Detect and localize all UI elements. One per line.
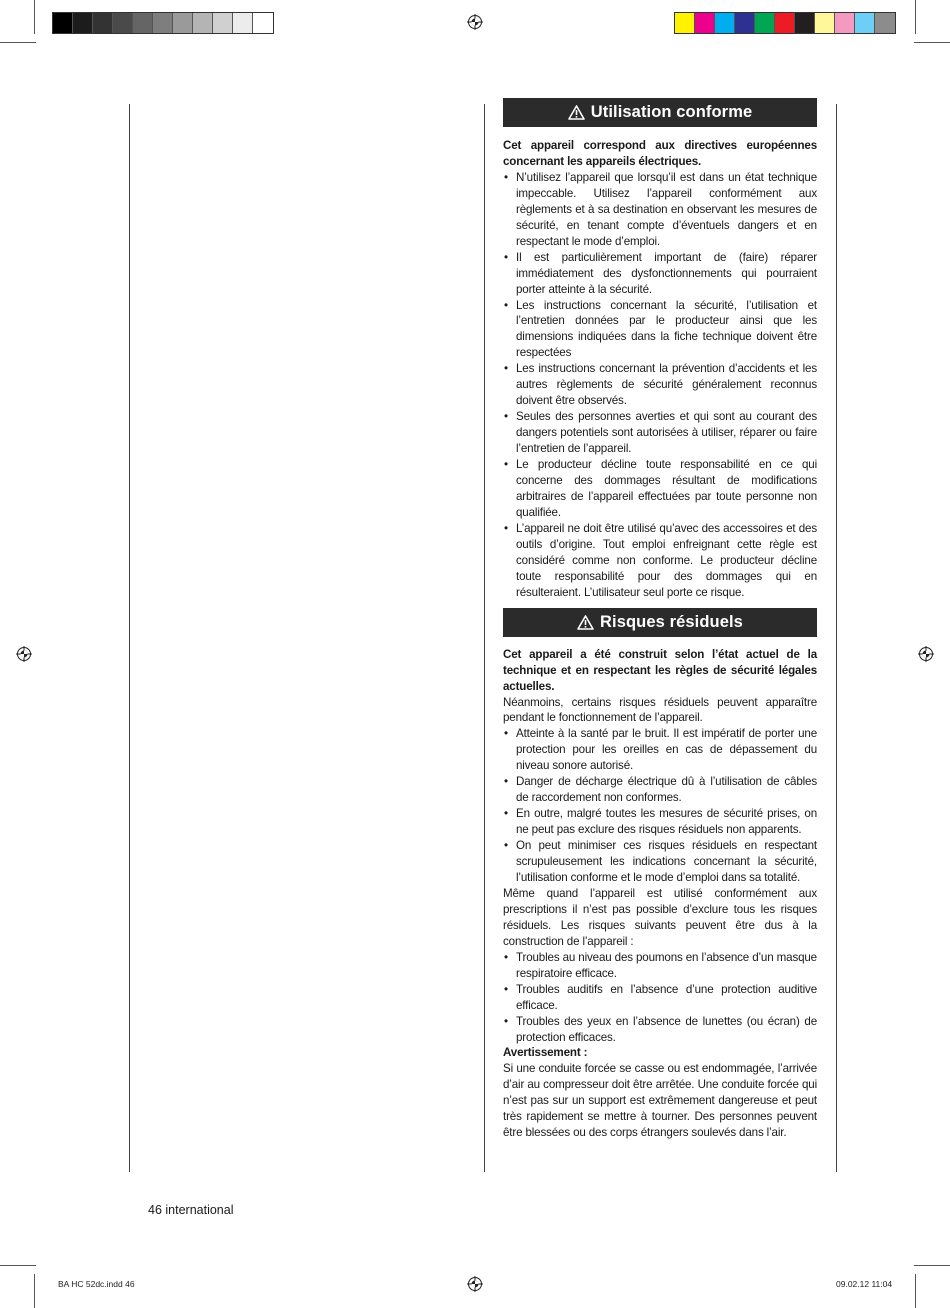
registration-mark-icon — [918, 646, 934, 662]
section-intro: Cet appareil correspond aux directives européennes concernant les appareils électriques. — [503, 139, 817, 168]
bullet-item: • Troubles des yeux en l’absence de lunettes (ou écran) de protection efficaces. — [503, 1014, 817, 1046]
bullet-item: • Atteinte à la santé par le bruit. Il est impératif de porter une protection pour les oreilles en cas de dépassement du niveau sonore autorisé. — [503, 726, 817, 774]
slug-file: BA HC 52dc.indd 46 — [58, 1279, 135, 1289]
color-swatch — [695, 13, 715, 33]
warning-icon — [568, 105, 585, 120]
gray-calibration-bar — [52, 12, 274, 34]
color-swatch — [133, 13, 153, 33]
registration-mark-icon — [16, 646, 32, 662]
content-column — [503, 98, 817, 1141]
color-swatch — [855, 13, 875, 33]
color-swatch — [675, 13, 695, 33]
crop-mark — [34, 1274, 35, 1308]
crop-mark — [34, 0, 35, 34]
bullet-item: • L’appareil ne doit être utilisé qu’avec des accessoires et des outils d’origine. Tout emploi enfreignant cette règle est considéré comme non conforme. Le producteur décline toute responsabilité pour des dommages qui en résulteraient. L’utilisateur seul porte ce risque. — [503, 521, 817, 601]
registration-mark-icon — [467, 1276, 483, 1292]
bullet-item: • On peut minimiser ces risques résiduels en respectant scrupuleusement les indications concernant la sécurité, l’utilisation conforme et le mode d’emploi dans sa totalité. — [503, 838, 817, 886]
bullet-list — [503, 726, 817, 886]
warning-icon — [577, 615, 594, 630]
section-body-utilisation — [503, 138, 817, 601]
color-swatch — [153, 13, 173, 33]
section-intro: Cet appareil a été construit selon l’état actuel de la technique et en respectant les règles de sécurité légales actuelles. — [503, 647, 817, 693]
bullet-item: • Le producteur décline toute responsabilité en ce qui concerne des dommages résultant de modifications arbitraires de l’appareil effectuées par toute personne non qualifiée. — [503, 457, 817, 521]
crop-mark — [914, 1265, 950, 1266]
color-swatch — [193, 13, 213, 33]
color-swatch — [835, 13, 855, 33]
color-swatch — [53, 13, 73, 33]
bullet-list — [503, 950, 817, 1046]
bullet-list — [503, 170, 817, 601]
bullet-item: • Troubles au niveau des poumons en l’absence d’un masque respiratoire efficace. — [503, 950, 817, 982]
color-swatch — [795, 13, 815, 33]
registration-mark-icon — [467, 14, 483, 30]
color-swatch — [775, 13, 795, 33]
color-swatch — [735, 13, 755, 33]
bullet-item: • Troubles auditifs en l’absence d’une protection auditive efficace. — [503, 982, 817, 1014]
section-title: Risques résiduels — [600, 612, 743, 631]
bullet-item: • Danger de décharge électrique dû à l’utilisation de câbles de raccordement non conformes. — [503, 774, 817, 806]
section-header-risques — [503, 608, 817, 637]
color-calibration-bar — [674, 12, 896, 34]
crop-mark — [0, 1265, 36, 1266]
bullet-item: • Seules des personnes averties et qui sont au courant des dangers potentiels sont autorisées à utiliser, réparer ou faire l’entretien de l’appareil. — [503, 409, 817, 457]
color-swatch — [113, 13, 133, 33]
section-header-utilisation — [503, 98, 817, 127]
column-rule — [484, 104, 485, 1172]
bullet-item: • En outre, malgré toutes les mesures de sécurité prises, on ne peut pas exclure des risques résiduels non apparents. — [503, 806, 817, 838]
crop-mark — [914, 42, 950, 43]
color-swatch — [233, 13, 253, 33]
column-rule — [129, 104, 130, 1172]
section-title: Utilisation conforme — [590, 103, 753, 121]
color-swatch — [173, 13, 193, 33]
color-swatch — [253, 13, 273, 33]
section-body-risques — [503, 647, 817, 1142]
warning-text: Si une conduite forcée se casse ou est endommagée, l’arrivée d’air au compresseur doit être arrêtée. Une conduite forcée qui n’est pas sur un support est extrêmement dangereuse et peut très rapidement se mettre à tourner. Des personnes peuvent être blessées ou des corps étrangers soulevés dans l’air. — [503, 1062, 817, 1140]
color-swatch — [815, 13, 835, 33]
column-rule — [836, 104, 837, 1172]
color-swatch — [73, 13, 93, 33]
color-swatch — [755, 13, 775, 33]
color-swatch — [93, 13, 113, 33]
bullet-item: • Les instructions concernant la prévention d’accidents et les autres règlements de sécurité généralement reconnus doivent être observés. — [503, 361, 817, 409]
crop-mark — [915, 0, 916, 34]
page-number: 46 international — [148, 1203, 234, 1217]
color-swatch — [715, 13, 735, 33]
color-swatch — [875, 13, 895, 33]
bullet-item: • N’utilisez l’appareil que lorsqu’il est dans un état technique impeccable. Utilisez l’appareil conformément aux règlements et à sa destination en observant les mesures de sécurité, en tenant compte d’éventuels dangers et en respectant le mode d’emploi. — [503, 170, 817, 250]
bullet-item: • Les instructions concernant la sécurité, l’utilisation et l’entretien données par le producteur ainsi que les dimensions indiquées dans la fiche technique doivent être respectées — [503, 298, 817, 362]
paragraph: Même quand l’appareil est utilisé conformément aux prescriptions il n’est pas possible d’exclure tous les risques résiduels. Les risques suivants peuvent être dus à la construction de l’appareil : — [503, 886, 817, 948]
slug-date: 09.02.12 11:04 — [836, 1279, 893, 1289]
paragraph: Néanmoins, certains risques résiduels peuvent apparaître pendant le fonctionnement de l’appareil. — [503, 695, 817, 725]
bullet-item: • Il est particulièrement important de (faire) réparer immédiatement des dysfonctionnements qui pourraient porter atteinte à la sécurité. — [503, 250, 817, 298]
crop-mark — [0, 42, 36, 43]
color-swatch — [213, 13, 233, 33]
crop-mark — [915, 1274, 916, 1308]
warning-label: Avertissement : — [503, 1046, 588, 1060]
